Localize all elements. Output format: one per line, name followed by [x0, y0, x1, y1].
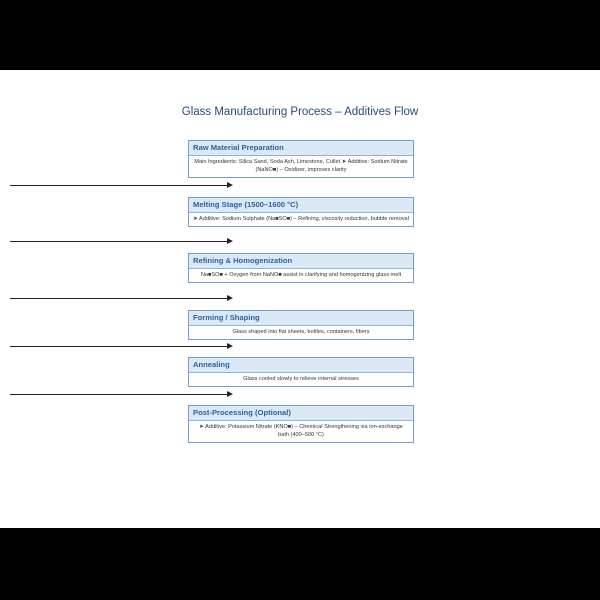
step-description: Glass cooled slowly to relieve internal stresses: [243, 376, 359, 382]
step-title: Annealing: [189, 358, 413, 373]
step-title: Refining & Homogenization: [189, 254, 413, 269]
step-description: ➤ Additive: Sodium Sulphate (Na■SO■) – Refining, viscosity reduction, bubble removal: [193, 216, 409, 222]
step-raw-material: [188, 140, 414, 178]
diagram-title: Glass Manufacturing Process – Additives Flow: [181, 106, 419, 118]
step-title: Melting Stage (1500–1600 °C): [189, 198, 413, 213]
flow-arrow: [10, 298, 228, 299]
step-refining: [188, 253, 414, 283]
step-title: Post-Processing (Optional): [189, 406, 413, 421]
flow-arrow: [10, 241, 228, 242]
flow-arrow: [10, 394, 228, 395]
step-description: ➤ Additive: Potassium Nitrate (KNO■) – Chemical Strengthening via ion-exchange bath (400–500 °C): [199, 424, 403, 438]
step-title: Forming / Shaping: [189, 311, 413, 326]
diagram-canvas: [0, 70, 600, 528]
flow-arrow: [10, 346, 228, 347]
step-post-processing: [188, 405, 414, 443]
flow-arrow: [10, 185, 228, 186]
step-title: Raw Material Preparation: [189, 141, 413, 156]
step-annealing: [188, 357, 414, 387]
step-description: Na■SO■ + Oxygen from NaNO■ assist in clarifying and homogenizing glass melt: [200, 272, 402, 278]
step-forming: [188, 310, 414, 340]
step-description: Glass shaped into flat sheets, bottles, containers, fibers: [232, 329, 370, 335]
step-melting: [188, 197, 414, 227]
step-description: Main Ingredients: Silica Sand, Soda Ash, Limestone, Cullet ➤ Additive: Sodium Nitrate (NaNO■) – Oxidizer, improves clarity: [194, 159, 408, 173]
